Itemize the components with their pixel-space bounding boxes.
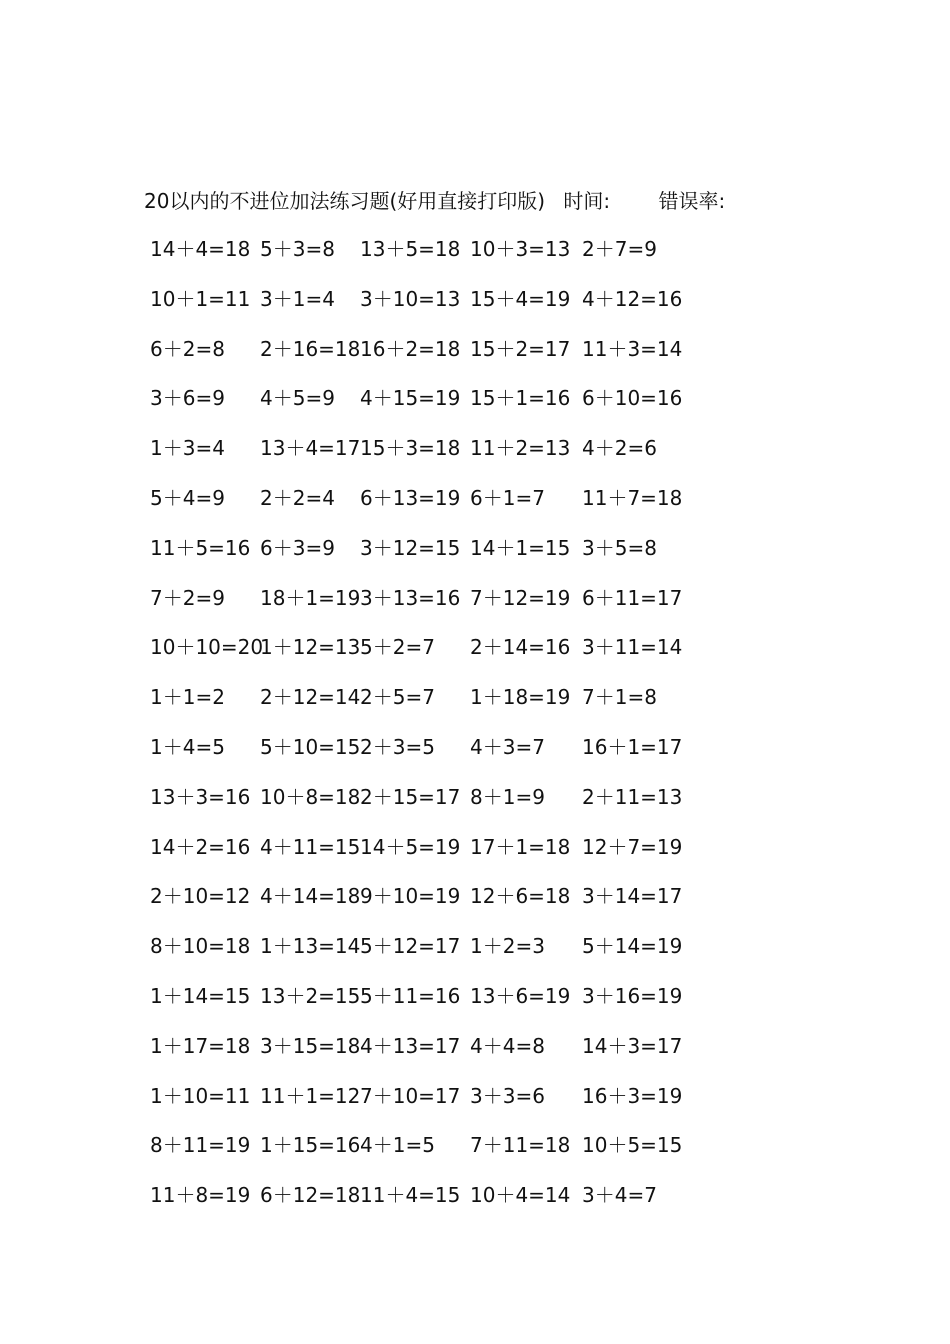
problem-cell: 1＋3=4 [150,436,225,461]
problem-cell: 2＋16=18 [260,336,361,361]
problem-cell: 13＋6=19 [470,983,571,1008]
problem-cell: 9＋10=19 [360,884,461,909]
problem-cell: 3＋15=18 [260,1033,361,1058]
problem-cell: 3＋12=15 [360,535,461,560]
problem-cell: 15＋4=19 [470,286,571,311]
problem-cell: 10＋8=18 [260,784,361,809]
problem-cell: 14＋4=18 [150,237,251,261]
problem-cell: 2＋2=4 [260,485,335,510]
problem-cell: 4＋5=9 [260,386,335,411]
problem-cell: 11＋4=15 [360,1183,461,1208]
problem-cell: 1＋18=19 [470,685,571,710]
problem-cell: 2＋3=5 [360,734,435,759]
problem-cell: 13＋4=17 [260,436,361,461]
problem-cell: 4＋12=16 [582,286,683,311]
problem-cell: 1＋13=14 [260,934,361,959]
problem-cell: 10＋4=14 [470,1183,571,1208]
problem-cell: 4＋3=7 [470,734,545,759]
problem-cell: 15＋2=17 [470,336,571,361]
problem-row [140,682,720,732]
problem-cell: 5＋4=9 [150,485,225,510]
problem-row [140,1180,720,1230]
problem-cell: 6＋3=9 [260,535,335,560]
problem-cell: 6＋12=18 [260,1183,361,1208]
problem-cell: 11＋8=19 [150,1183,251,1208]
problem-cell: 16＋2=18 [360,336,461,361]
problem-cell: 5＋10=15 [260,734,361,759]
problem-cell: 1＋10=11 [150,1083,251,1108]
problem-cell: 1＋12=13 [260,635,361,660]
error-rate-label: 错误率: [658,189,726,213]
problem-cell: 4＋13=17 [360,1033,461,1058]
problem-cell: 11＋1=12 [260,1083,361,1108]
problem-cell: 2＋11=13 [582,784,683,809]
worksheet-header [144,186,725,216]
problem-cell: 13＋5=18 [360,237,461,261]
problem-cell: 8＋11=19 [150,1133,251,1158]
problem-cell: 8＋1=9 [470,784,545,809]
problem-row [140,881,720,931]
problem-cell: 4＋14=18 [260,884,361,909]
problem-cell: 1＋4=5 [150,734,225,759]
problem-row [140,732,720,782]
problem-cell: 7＋1=8 [582,685,657,710]
problem-row [140,1130,720,1180]
problem-row [140,1081,720,1131]
problem-cell: 4＋4=8 [470,1033,545,1058]
problem-cell: 3＋4=7 [582,1183,657,1208]
problem-cell: 10＋5=15 [582,1133,683,1158]
problem-cell: 5＋11=16 [360,983,461,1008]
problem-cell: 3＋6=9 [150,386,225,411]
problem-cell: 11＋2=13 [470,436,571,461]
problem-cell: 14＋2=16 [150,834,251,859]
problem-row [140,832,720,882]
problem-row [140,284,720,334]
problem-row [140,383,720,433]
problem-cell: 4＋11=15 [260,834,361,859]
problem-row [140,632,720,682]
problem-cell: 16＋1=17 [582,734,683,759]
problem-cell: 6＋10=16 [582,386,683,411]
problem-cell: 3＋10=13 [360,286,461,311]
problem-cell: 10＋1=11 [150,286,251,311]
problem-cell: 11＋3=14 [582,336,683,361]
problem-row [140,583,720,633]
worksheet-title: 20以内的不进位加法练习题(好用直接打印版) [144,189,546,213]
problem-cell: 3＋11=14 [582,635,683,660]
problem-cell: 14＋5=19 [360,834,461,859]
problem-cell: 16＋3=19 [582,1083,683,1108]
problem-cell: 6＋13=19 [360,485,461,510]
problem-row [140,1031,720,1081]
problem-cell: 1＋15=16 [260,1133,361,1158]
problem-cell: 7＋10=17 [360,1083,461,1108]
problem-cell: 11＋7=18 [582,485,683,510]
problem-cell: 2＋5=7 [360,685,435,710]
problem-row [140,931,720,981]
problem-cell: 3＋16=19 [582,983,683,1008]
problem-cell: 3＋13=16 [360,585,461,610]
problem-row [140,433,720,483]
problem-cell: 5＋12=17 [360,934,461,959]
problem-row [140,483,720,533]
problem-cell: 12＋6=18 [470,884,571,909]
problem-row [140,334,720,384]
problem-cell: 10＋3=13 [470,237,571,261]
problem-cell: 7＋11=18 [470,1133,571,1158]
problem-cell: 4＋1=5 [360,1133,435,1158]
problem-cell: 5＋2=7 [360,635,435,660]
problem-cell: 4＋2=6 [582,436,657,461]
problem-cell: 14＋1=15 [470,535,571,560]
problem-cell: 14＋3=17 [582,1033,683,1058]
problem-cell: 2＋15=17 [360,784,461,809]
problem-cell: 6＋11=17 [582,585,683,610]
time-label: 时间: [563,189,611,213]
problem-cell: 15＋1=16 [470,386,571,411]
problem-cell: 4＋15=19 [360,386,461,411]
problem-cell: 18＋1=19 [260,585,361,610]
problem-cell: 1＋17=18 [150,1033,251,1058]
problem-row [140,533,720,583]
problem-cell: 12＋7=19 [582,834,683,859]
problem-grid [140,234,720,1230]
problem-cell: 15＋3=18 [360,436,461,461]
problem-cell: 1＋1=2 [150,685,225,710]
problem-cell: 11＋5=16 [150,535,251,560]
problem-cell: 5＋14=19 [582,934,683,959]
problem-row [140,981,720,1031]
problem-cell: 3＋14=17 [582,884,683,909]
problem-cell: 3＋5=8 [582,535,657,560]
problem-cell: 6＋2=8 [150,336,225,361]
problem-cell: 3＋1=4 [260,286,335,311]
problem-cell: 7＋2=9 [150,585,225,610]
problem-cell: 8＋10=18 [150,934,251,959]
problem-cell: 2＋14=16 [470,635,571,660]
problem-cell: 13＋3=16 [150,784,251,809]
problem-cell: 17＋1=18 [470,834,571,859]
problem-cell: 2＋12=14 [260,685,361,710]
problem-cell: 1＋2=3 [470,934,545,959]
problem-cell: 5＋3=8 [260,237,335,261]
problem-row [140,234,720,284]
problem-cell: 3＋3=6 [470,1083,545,1108]
problem-cell: 13＋2=15 [260,983,361,1008]
problem-cell: 7＋12=19 [470,585,571,610]
problem-cell: 10＋10=20 [150,635,264,660]
problem-cell: 2＋10=12 [150,884,251,909]
problem-cell: 6＋1=7 [470,485,545,510]
problem-cell: 1＋14=15 [150,983,251,1008]
problem-row [140,782,720,832]
problem-cell: 2＋7=9 [582,237,657,261]
